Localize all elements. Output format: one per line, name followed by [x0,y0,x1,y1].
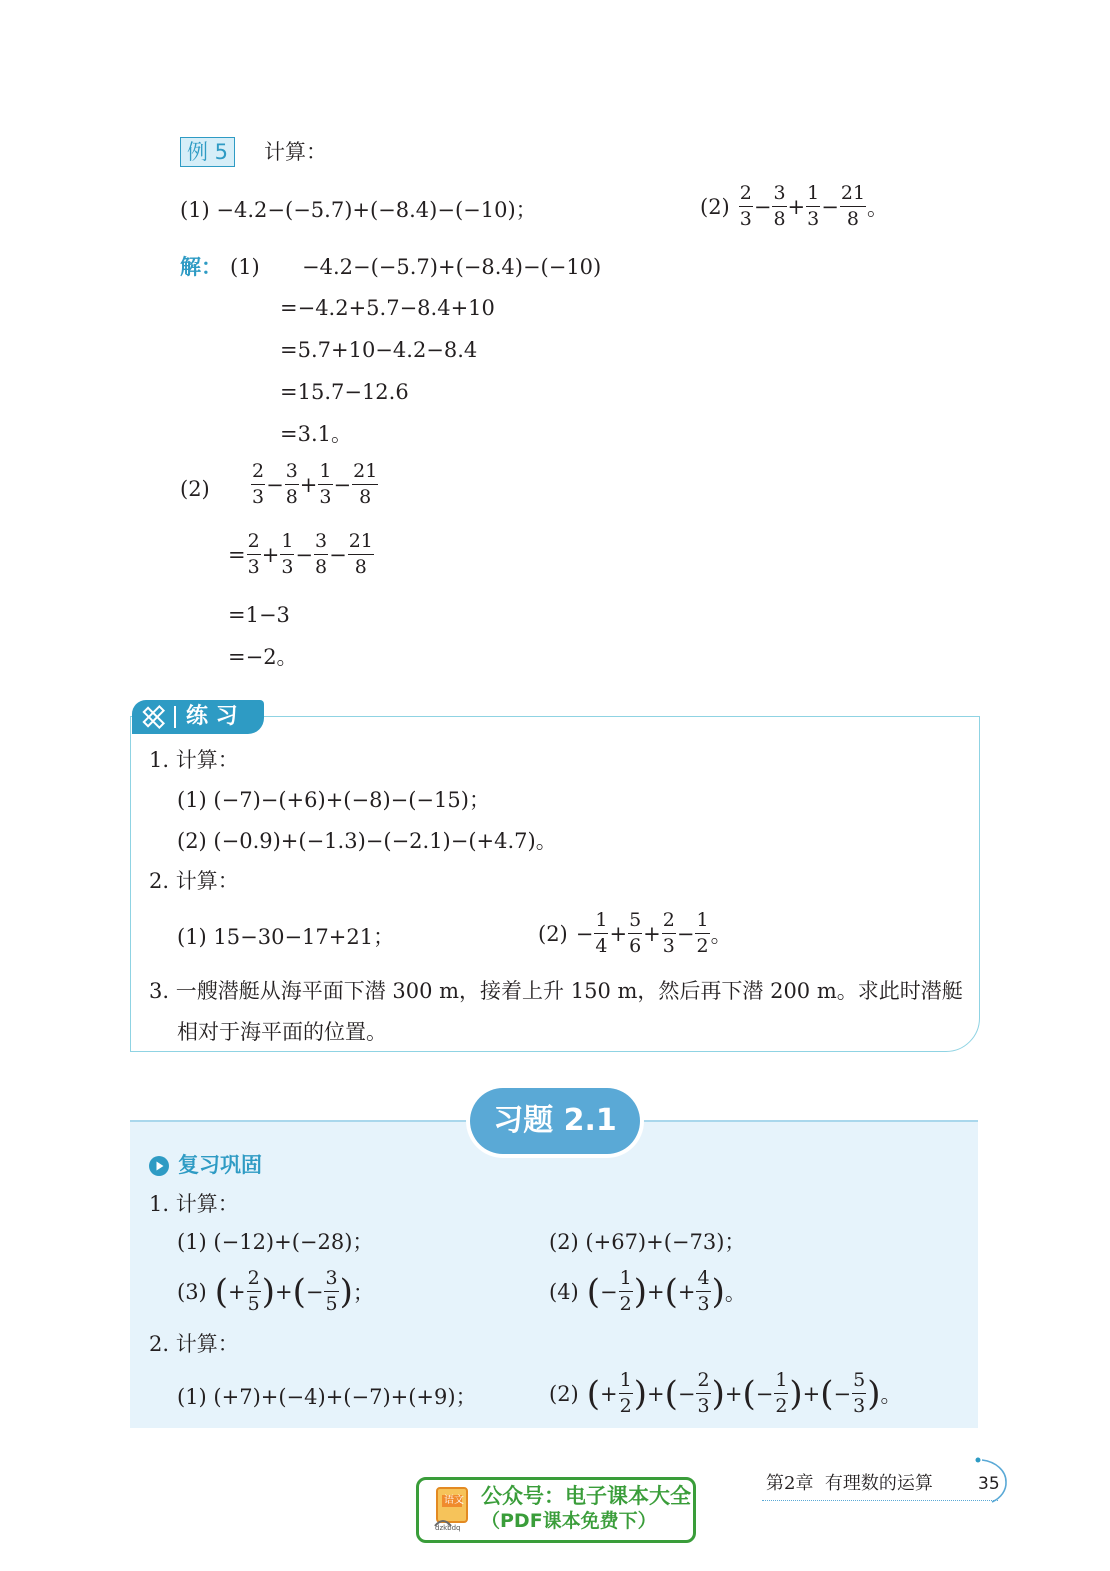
practice-q2: 2. 计算： [149,869,239,893]
operator: − [295,542,314,567]
exercise-section-title: 复习巩固 [178,1153,262,1177]
exercise-q1-4 [549,1268,746,1315]
fraction: $\frac{2}{3}$ [252,460,265,508]
solution-1-line: =5.7+10−4.2−8.4 [280,338,478,362]
paren: ( [586,1271,601,1312]
watermark-stamp [416,1477,696,1543]
period: 。 [867,195,889,220]
fraction: $\frac{1}{2}$ [619,1267,632,1315]
exercise-q2: 2. 计算： [149,1332,239,1356]
exercise-title: 习题 2.1 [493,1103,617,1138]
paren: ) [633,1271,647,1312]
period: 。 [710,922,732,947]
practice-q2-1: (1) 15−30−17+21； [177,925,395,949]
example-problem-1: (1) −4.2−(−5.7)+(−8.4)−(−10)； [180,198,537,222]
solution-2-line [228,531,375,578]
practice-divider [174,706,176,728]
paren: ( [214,1271,229,1312]
paren: ( [586,1373,601,1414]
operator: − [329,542,347,567]
example-title: 计算： [264,140,327,164]
paren: ) [711,1373,725,1414]
solution-2-line: =1−3 [228,603,290,627]
example-problem-2 [700,183,888,230]
paren: ) [633,1373,647,1414]
operator: + [787,194,806,219]
exercise-q1: 1. 计算： [149,1192,239,1216]
stamp-small: dzkbdq [435,1524,461,1532]
solution-2-label: (2) [180,477,210,501]
chapter-label: 第2章 有理数的运算 [766,1473,933,1494]
problem-label: (2) [700,194,730,219]
fraction: $\frac{1}{2}$ [619,1369,632,1417]
operator: − [305,1279,324,1304]
fraction: $\frac{2}{3}$ [662,909,675,957]
exercise-q1-2: (2) (+67)+(−73)； [549,1230,746,1254]
semicolon: ； [352,1280,374,1305]
solution-2-line [250,461,379,508]
solution-1-line: =−4.2+5.7−8.4+10 [280,296,495,320]
operator: + [299,472,318,497]
fraction: $\frac{1}{4}$ [595,909,608,957]
fraction: $\frac{21}{8}$ [348,530,373,578]
practice-q1-2: (2) (−0.9)+(−1.3)−(−2.1)−(+4.7)。 [177,829,557,853]
page-footer-rule [762,1500,998,1501]
operator: − [833,1381,852,1406]
fraction: $\frac{2}{5}$ [247,1267,260,1315]
paren: ) [789,1373,803,1414]
practice-title: 练 习 [186,704,238,729]
fraction: $\frac{1}{3}$ [319,460,332,508]
fraction: $\frac{3}{8}$ [773,182,786,230]
solution-2-line: =−2。 [228,645,298,669]
paren: ( [664,1373,678,1414]
operator: = [228,542,246,567]
exercise-q1-1: (1) (−12)+(−28)； [177,1230,374,1254]
fraction: $\frac{1}{3}$ [807,182,820,230]
paren: ( [742,1373,756,1414]
practice-q3-line2: 相对于海平面的位置。 [177,1020,387,1044]
paren: ( [820,1373,834,1414]
fraction: $\frac{2}{3}$ [739,182,752,230]
solution-1-label: (1) [230,255,260,279]
fraction: $\frac{21}{8}$ [840,182,866,230]
stamp-line1: 公众号：电子课本大全 [481,1484,691,1508]
book-icon: 语文 [433,1486,473,1536]
operator: − [266,472,284,497]
operator: + [643,921,661,946]
fraction: $\frac{3}{8}$ [285,460,298,508]
practice-q3-line1: 3. 一艘潜艇从海平面下潜 300 m，接着上升 150 m，然后再下潜 200 m。求此时潜艇 [149,979,963,1003]
problem-label: (4) [549,1279,579,1304]
paren: ( [664,1271,678,1312]
paren: ( [292,1271,306,1312]
operator: + [646,1279,665,1304]
exercise-title-pill [470,1088,640,1154]
practice-header [132,700,264,734]
operator: − [755,1381,774,1406]
solution-1-line: −4.2−(−5.7)+(−8.4)−(−10) [302,255,602,279]
operator: − [677,1381,696,1406]
paren: ) [339,1271,353,1312]
operator: + [600,1381,618,1406]
operator: + [677,1279,696,1304]
fraction: $\frac{4}{3}$ [697,1267,710,1315]
stamp-line2: （PDF课本免费下） [481,1510,657,1532]
paren: ) [867,1373,881,1414]
fraction: $\frac{5}{3}$ [853,1369,866,1417]
solution-1-line: =15.7−12.6 [280,380,409,404]
operator: + [802,1381,821,1406]
problem-label: (2) [538,921,568,946]
practice-q1-1: (1) (−7)−(+6)+(−8)−(−15)； [177,788,490,812]
operator: − [821,194,839,219]
operator: + [228,1279,246,1304]
pencil-ruler-icon [140,704,166,734]
operator: + [646,1381,665,1406]
play-icon [148,1155,170,1181]
practice-q2-2 [538,910,732,957]
operator: + [724,1381,743,1406]
page-number: 35 [978,1474,1000,1494]
practice-q1: 1. 计算： [149,748,239,772]
operator: − [575,921,594,946]
operator: + [609,921,628,946]
exercise-q2-2 [549,1370,902,1417]
fraction: $\frac{3}{5}$ [325,1267,338,1315]
problem-label: (2) [549,1381,579,1406]
example-badge: 例 5 [180,137,235,167]
fraction: $\frac{2}{3}$ [697,1369,710,1417]
page-corner-arc [972,1456,1016,1510]
operator: + [261,542,280,567]
fraction: $\frac{2}{3}$ [247,530,260,578]
operator: + [274,1279,293,1304]
solution-label: 解： [180,255,222,279]
fraction: $\frac{3}{8}$ [315,530,328,578]
fraction: $\frac{1}{3}$ [281,530,294,578]
problem-label: (3) [177,1279,207,1304]
fraction: $\frac{1}{2}$ [775,1369,788,1417]
operator: − [753,194,772,219]
exercise-q2-1: (1) (+7)+(−4)+(−7)+(+9)； [177,1385,477,1409]
paren: ) [261,1271,275,1312]
operator: − [600,1279,618,1304]
fraction: $\frac{5}{6}$ [629,909,642,957]
fraction: $\frac{1}{2}$ [696,909,709,957]
exercise-q1-3 [177,1268,374,1315]
paren: ) [711,1271,725,1312]
fraction: $\frac{21}{8}$ [353,460,378,508]
operator: − [676,921,695,946]
operator: − [333,472,352,497]
period: 。 [880,1382,902,1407]
period: 。 [724,1280,746,1305]
solution-1-line: =3.1。 [280,422,352,446]
